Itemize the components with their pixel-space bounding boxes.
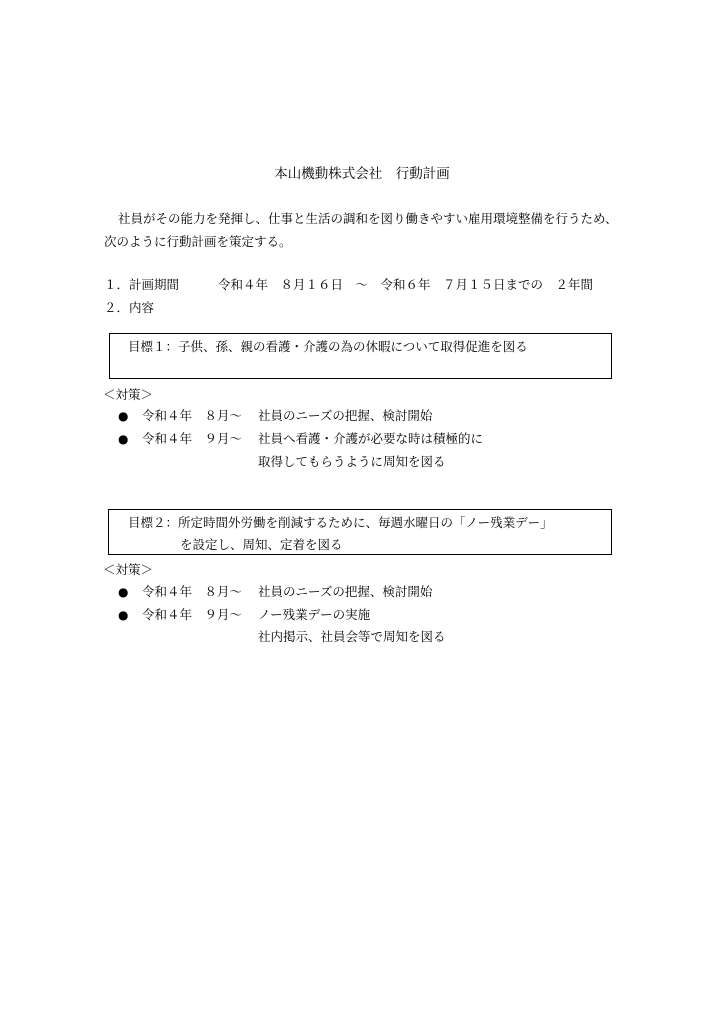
bullet-icon: ● xyxy=(118,409,129,423)
bullet-icon: ● xyxy=(118,432,129,446)
bullet-icon: ● xyxy=(118,585,129,599)
goal-2-measure-2-text: ノー残業デーの実施 xyxy=(258,607,371,622)
bullet-icon: ● xyxy=(118,608,129,622)
goal-1-measure-1-text: 社員のニーズの把握、検討開始 xyxy=(258,408,433,423)
goal-1-measure-2-date: 令和４年 ９月～ xyxy=(142,431,243,446)
goal-1-measure-1-date: 令和４年 ８月～ xyxy=(142,408,243,423)
goal-1-measure-2-continuation: 取得してもらうように周知を図る xyxy=(258,454,446,469)
goal-2-measure-1-text: 社員のニーズの把握、検討開始 xyxy=(258,584,433,599)
goal-2-measure-2-date: 令和４年 ９月～ xyxy=(142,607,243,622)
goal-1-measures-label: ＜対策＞ xyxy=(103,387,154,402)
intro-line-2: 次のように行動計画を策定する。 xyxy=(104,234,292,249)
goal-1-measure-2-text: 社員へ看護・介護が必要な時は積極的に xyxy=(258,431,484,446)
goal-1-text: 目標１：子供、孫、親の看護・介護の為の休暇について取得促進を図る xyxy=(128,339,528,354)
goal-2-measure-2-continuation: 社内掲示、社員会等で周知を図る xyxy=(258,629,446,644)
plan-period: 令和４年 ８月１６日 ～ 令和６年 ７月１５日までの ２年間 xyxy=(218,277,594,292)
page-title: 本山機動株式会社 行動計画 xyxy=(274,166,450,182)
goal-2-line-1: 目標２：所定時間外労働を削減するために、毎週水曜日の「ノー残業デー」 xyxy=(128,515,553,530)
goal-2-measure-1-date: 令和４年 ８月～ xyxy=(142,584,243,599)
section-1-label: １．計画期間 xyxy=(104,277,180,292)
goal-2-line-2: を設定し、周知、定着を図る xyxy=(180,537,343,552)
intro-line-1: 社員がその能力を発揮し、仕事と生活の調和を図り働きやすい雇用環境整備を行うため、 xyxy=(118,211,618,226)
section-2-label: ２．内容 xyxy=(104,300,155,315)
goal-2-measures-label: ＜対策＞ xyxy=(103,562,154,577)
